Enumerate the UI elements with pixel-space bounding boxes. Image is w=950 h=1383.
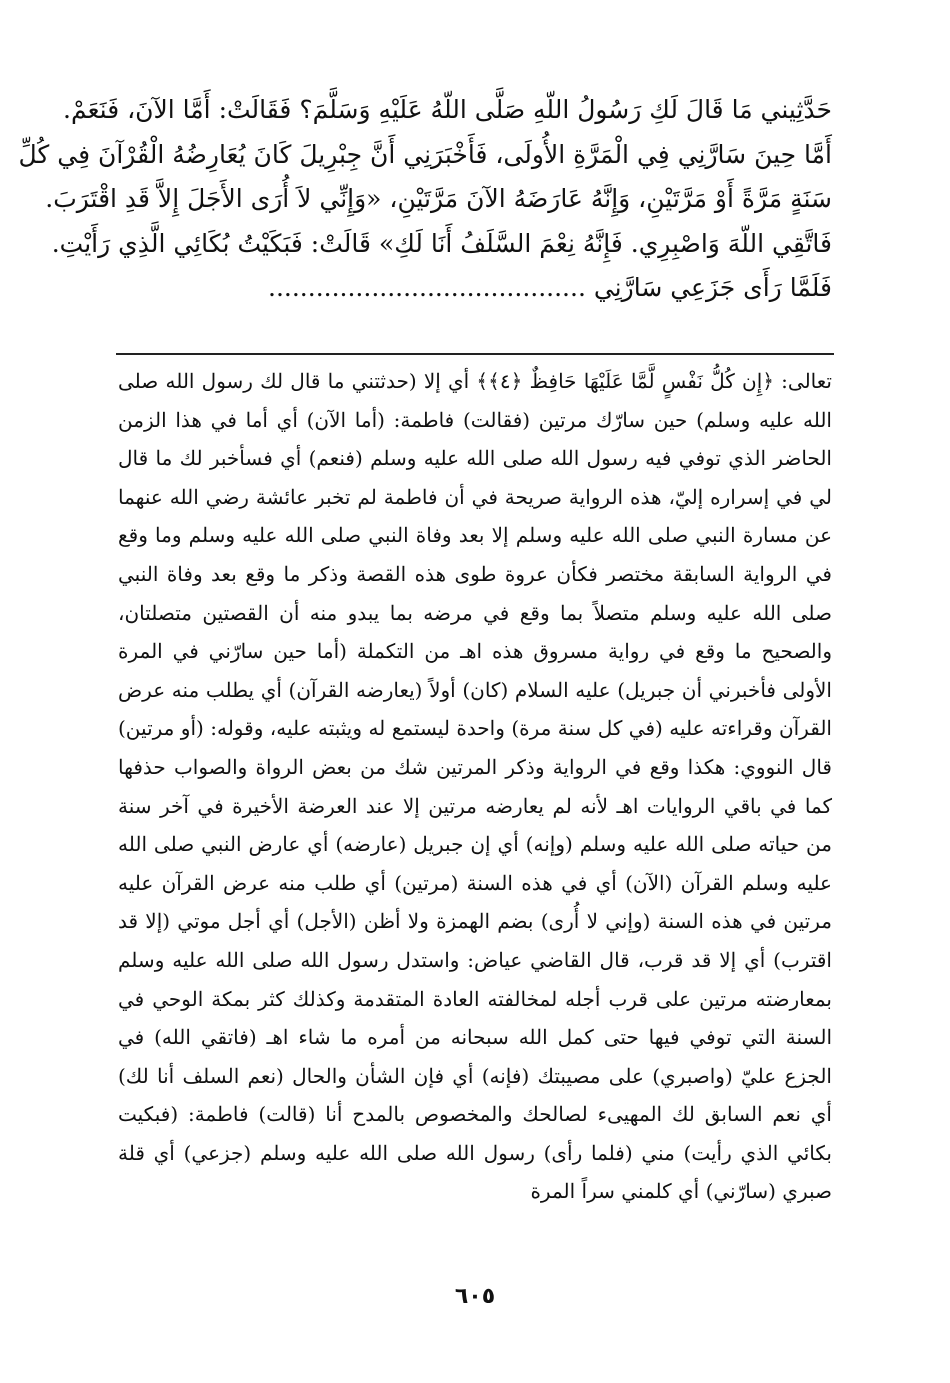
hadith-text (18, 88, 832, 311)
section-divider (116, 353, 834, 355)
hadith-line: سَنَةٍ مَرَّةً أَوْ مَرَّتَيْنِ، وَإِنَّهُ عَارَضَهُ الآنَ مَرَّتَيْنِ، «وَإِنِّي لاَ أُرَى الأَجَلَ إِلاَّ قَدِ اقْتَرَبَ. (45, 184, 832, 213)
hadith-line: حَدَّثِيني مَا قَالَ لَكِ رَسُولُ اللّهِ صَلَّى اللّهُ عَلَيْهِ وَسَلَّمَ؟ فَقَالَتْ: أَمَّا الآنَ، فَنَعَمْ. (63, 95, 832, 124)
page-number: ٦٠٥ (454, 1284, 496, 1309)
hadith-line: أَمَّا حِينَ سَارَّنِي فِي الْمَرَّةِ الأُولَى، فَأَخْبَرَنِي أَنَّ جِبْرِيلَ كَانَ يُعَارِضُهُ الْقُرْآنَ فِي كُلِّ (18, 139, 832, 169)
commentary-section (118, 362, 832, 1211)
hadith-line: فَاتَّقِي اللّهَ وَاصْبِرِي. فَإِنَّهُ نِعْمَ السَّلَفُ أَنَا لَكِ» قَالَتْ: فَبَكَيْتُ بُكَائِي الَّذِي رَأَيْتِ. (51, 228, 832, 258)
hadith-line: فَلَمَّا رَأَى جَزَعِي سَارَّنِي ........................................ (268, 273, 832, 302)
commentary-paragraph: تعالى: ﴿إِن كُلُّ نَفْسٍ لَّمَّا عَلَيْهَا حَافِظٌ ﴿٤﴾﴾ أي إلا (حدثتني ما قال لك رسول الله صلى الله عليه وسلم) حين سارّك مرتين (فقالت) فاطمة: (أما الآن) أي أما في هذا الزمن الحاضر الذي توفي فيه رسول الله صلى الله عليه وسلم (فنعم) أي فسأخبر لك ما قال لي في إسراره إليّ، هذه الرواية صريحة في أن فاطمة لم تخبر عائشة رضي الله عنهما عن مسارة النبي صلى الله عليه وسلم إلا بعد وفاة النبي صلى الله عليه وسلم وما وقع في الرواية السابقة مختصر فكأن عروة طوى هذه القصة وذكر ما وقع بعد وفاة النبي صلى الله عليه وسلم متصلاً بما وقع في مرضه بما يبدو منه أن القصتين متصلتان، والصحيح ما وقع في رواية مسروق هذه اهـ من التكملة (أما حين سارّني في المرة الأولى فأخبرني أن جبريل) عليه السلام (كان) أولاً (يعارضه القرآن) أي يطلب منه عرض القرآن وقراءته عليه (في كل سنة مرة) واحدة ليستمع له ويثبته عليه، وقوله: (أو مرتين) قال النووي: هكذا وقع في الرواية وذكر المرتين شك من بعض الرواة والصواب حذفها كما في باقي الروايات اهـ لأنه لم يعارضه مرتين إلا عند العرضة الأخيرة في آخر سنة من حياته صلى الله عليه وسلم (وإنه) أي إن جبريل (عارضه) أي عارض النبي صلى الله عليه وسلم القرآن (الآن) أي في هذه السنة (مرتين) أي طلب منه عرض القرآن عليه مرتين في هذه السنة (وإني لا أُرى) بضم الهمزة ولا أظن (الأجل) أي أجل موتي (إلا قد اقترب) أي إلا قد قرب، قال القاضي عياض: واستدل رسول الله صلى الله عليه وسلم بمعارضته مرتين على قرب أجله لمخالفته العادة المتقدمة وكذلك كثر بمكة الوحي في السنة التي توفي فيها حتى كمل الله سبحانه من أمره ما شاء اهـ (فاتقي الله) في الجزع عليّ (واصبري) على مصيبتك (فإنه) أي فإن الشأن والحال (نعم السلف أنا لك) أي نعم السابق لك المهيىء لصالحك والمخصوص بالمدح أنا (قالت) فاطمة: (فبكيت بكائي الذي رأيت) مني (فلما رأى) رسول الله صلى الله عليه وسلم (جزعي) أي قلة صبري (سارّني) أي كلمني سراً المرة (118, 369, 832, 1204)
